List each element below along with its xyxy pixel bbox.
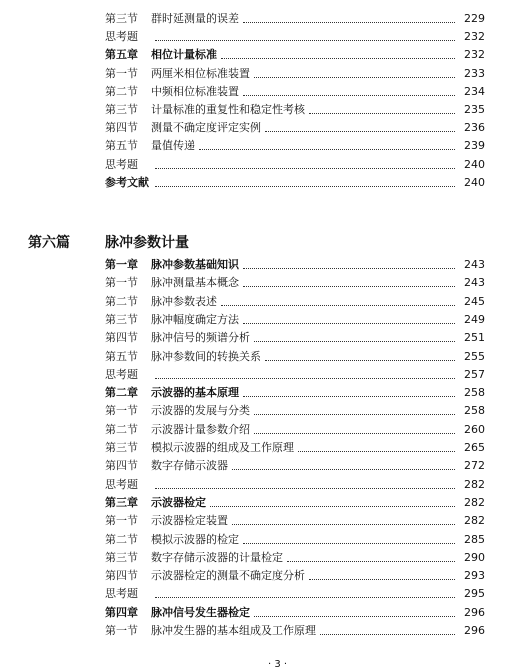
toc-entry-label: 第一节 (105, 276, 138, 290)
toc-entry (105, 512, 485, 530)
toc-entry-label: 第二节 (105, 422, 138, 436)
toc-entry-title: 示波器的发展与分类 (151, 404, 250, 418)
toc-entry-title: 示波器检定 (151, 495, 206, 509)
toc-entry-title: 脉冲参数基础知识 (151, 258, 239, 271)
dot-leader (243, 94, 455, 96)
toc-entry-label: 第三节 (105, 12, 138, 25)
toc-entry-label: 第四章 (105, 605, 138, 619)
toc-entry-label: 思考题 (105, 367, 138, 381)
toc-entry-page: 282 (464, 514, 485, 528)
toc-entry-page: 296 (464, 624, 485, 637)
toc-entry (105, 174, 485, 192)
toc-entry (105, 439, 485, 457)
toc-entry-label: 第四节 (105, 121, 138, 135)
toc-entry (105, 567, 485, 585)
toc-entry (105, 549, 485, 567)
toc-entry-label: 第一节 (105, 514, 138, 528)
toc-entry-title: 数字存储示波器的计量检定 (151, 550, 283, 564)
dot-leader (232, 523, 455, 525)
toc-entry-page: 255 (464, 349, 485, 363)
toc-entry-page: 240 (464, 157, 485, 171)
toc-entry-label: 第三章 (105, 495, 138, 509)
toc-entry-label: 第一节 (105, 66, 138, 80)
toc-entry-title: 模拟示波器的检定 (151, 532, 239, 546)
toc-entry-title: 示波器检定装置 (151, 514, 228, 528)
toc-entry-page: 249 (464, 312, 485, 326)
dot-leader (309, 112, 455, 114)
toc-entry-title: 计量标准的重复性和稳定性考核 (151, 103, 305, 116)
toc-entry (105, 622, 485, 640)
dot-leader (155, 167, 455, 169)
dot-leader (155, 39, 455, 41)
toc-entry (105, 83, 485, 101)
dot-leader (243, 285, 455, 287)
toc-entry (105, 476, 485, 494)
dot-leader (155, 487, 455, 489)
dot-leader (287, 560, 455, 562)
toc-entry-title: 中频相位标准装置 (151, 84, 239, 98)
toc-entry (105, 101, 485, 119)
toc-entry-page: 243 (464, 258, 485, 271)
toc-entry (105, 531, 485, 549)
dot-leader (254, 432, 455, 434)
toc-entry-label: 思考题 (105, 30, 138, 44)
toc-entry-page: 258 (464, 404, 485, 418)
part-title: 脉冲参数计量 (105, 235, 189, 251)
toc-entry-label: 思考题 (105, 157, 138, 171)
toc-entry-title: 群时延测量的误差 (151, 12, 239, 25)
dot-leader (265, 130, 455, 132)
toc-entry-label: 第一节 (105, 404, 138, 418)
toc-entry-title: 示波器检定的测量不确定度分析 (151, 569, 305, 583)
toc-entry (105, 293, 485, 311)
toc-entry-page: 296 (464, 605, 485, 619)
toc-entry (105, 46, 485, 64)
toc-entry-label: 第二节 (105, 294, 138, 308)
dot-leader (155, 377, 455, 379)
toc-entry-page: 232 (464, 30, 485, 44)
toc-entry-label: 第三节 (105, 103, 138, 116)
toc-entry-title: 数字存储示波器 (151, 459, 228, 473)
toc-entry-page: 260 (464, 422, 485, 436)
dot-leader (320, 633, 455, 635)
part-label: 第六篇 (28, 235, 70, 251)
toc-entry (105, 156, 485, 174)
dot-leader (221, 304, 455, 306)
toc-entry (105, 585, 485, 603)
toc-entry-label: 第二节 (105, 532, 138, 546)
toc-entry-page: 282 (464, 495, 485, 509)
dot-leader (243, 542, 455, 544)
dot-leader (155, 596, 455, 598)
toc-entry (105, 274, 485, 292)
toc-entry (105, 137, 485, 155)
dot-leader (210, 505, 455, 507)
toc-entry-page: 295 (464, 587, 485, 601)
toc-entry-page: 243 (464, 276, 485, 290)
toc-entry-page: 245 (464, 294, 485, 308)
toc-entry-title: 脉冲发生器的基本组成及工作原理 (151, 624, 316, 637)
toc-entry (105, 366, 485, 384)
part-heading (28, 232, 498, 252)
toc-entry (105, 604, 485, 622)
toc-entry-page: 265 (464, 441, 485, 454)
toc-entry-label: 第五章 (105, 48, 138, 62)
dot-leader (155, 185, 455, 187)
toc-entry (105, 348, 485, 366)
toc-entry (105, 119, 485, 137)
toc-entry-label: 思考题 (105, 587, 138, 601)
toc-entry-label: 第二节 (105, 84, 138, 98)
dot-leader (254, 413, 455, 415)
toc-entry-page: 272 (464, 459, 485, 473)
toc-entry-page: 235 (464, 103, 485, 116)
toc-entry-label: 第五节 (105, 349, 138, 363)
toc-entry-label: 参考文献 (105, 175, 149, 189)
toc-entry-title: 脉冲参数表述 (151, 294, 217, 308)
toc-entry-title: 示波器计量参数介绍 (151, 422, 250, 436)
toc-entry-title: 脉冲参数间的转换关系 (151, 349, 261, 363)
toc-entry-page: 229 (464, 12, 485, 25)
dot-leader (254, 615, 455, 617)
toc-entry (105, 457, 485, 475)
toc-entry-label: 第四节 (105, 331, 138, 345)
dot-leader (243, 395, 455, 397)
toc-entry-title: 量值传递 (151, 139, 195, 153)
dot-leader (298, 450, 455, 452)
dot-leader (254, 76, 455, 78)
toc-entry-page: 257 (464, 367, 485, 381)
toc-entry (105, 28, 485, 46)
dot-leader (243, 322, 455, 324)
toc-entry (105, 494, 485, 512)
toc-entry (105, 65, 485, 83)
toc-entry (105, 256, 485, 274)
toc-entry-page: 233 (464, 66, 485, 80)
dot-leader (309, 578, 455, 580)
toc-entry-title: 示波器的基本原理 (151, 386, 239, 400)
toc-entry-title: 脉冲信号的频谱分析 (151, 331, 250, 345)
dot-leader (243, 21, 455, 23)
toc-entry (105, 311, 485, 329)
toc-entry-page: 290 (464, 550, 485, 564)
dot-leader (254, 340, 455, 342)
toc-entry-page: 236 (464, 121, 485, 135)
toc-entry (105, 402, 485, 420)
toc-entry-title: 脉冲测量基本概念 (151, 276, 239, 290)
toc-entry-page: 285 (464, 532, 485, 546)
toc-entry-page: 239 (464, 139, 485, 153)
page-number: · 3 · (268, 659, 288, 670)
toc-entry-title: 模拟示波器的组成及工作原理 (151, 441, 294, 454)
toc-entry-page: 293 (464, 569, 485, 583)
toc-entry (105, 384, 485, 402)
toc-entry-label: 第三节 (105, 441, 138, 454)
toc-entry-label: 第三节 (105, 550, 138, 564)
toc-entry-label: 思考题 (105, 477, 138, 491)
toc-entry-label: 第一节 (105, 624, 138, 637)
toc-entry-page: 232 (464, 48, 485, 62)
toc-entry-page: 282 (464, 477, 485, 491)
toc-entry-label: 第五节 (105, 139, 138, 153)
toc-entry-page: 258 (464, 386, 485, 400)
dot-leader (265, 359, 455, 361)
toc-entry-label: 第三节 (105, 312, 138, 326)
toc-entry-page: 240 (464, 175, 485, 189)
toc-entry-label: 第一章 (105, 258, 138, 271)
dot-leader (243, 267, 455, 269)
toc-entry-page: 234 (464, 84, 485, 98)
toc-entry-page: 251 (464, 331, 485, 345)
toc-entry-title: 两厘米相位标准装置 (151, 66, 250, 80)
toc-entry-label: 第二章 (105, 386, 138, 400)
toc-entry (105, 10, 485, 28)
toc-entry (105, 421, 485, 439)
dot-leader (199, 148, 455, 150)
toc-entry-title: 测量不确定度评定实例 (151, 121, 261, 135)
toc-entry-label: 第四节 (105, 459, 138, 473)
dot-leader (232, 468, 455, 470)
toc-entry (105, 329, 485, 347)
toc-entry-title: 脉冲信号发生器检定 (151, 605, 250, 619)
toc-entry-title: 相位计量标准 (151, 48, 217, 62)
toc-entry-title: 脉冲幅度确定方法 (151, 312, 239, 326)
dot-leader (221, 57, 455, 59)
toc-entry-label: 第四节 (105, 569, 138, 583)
